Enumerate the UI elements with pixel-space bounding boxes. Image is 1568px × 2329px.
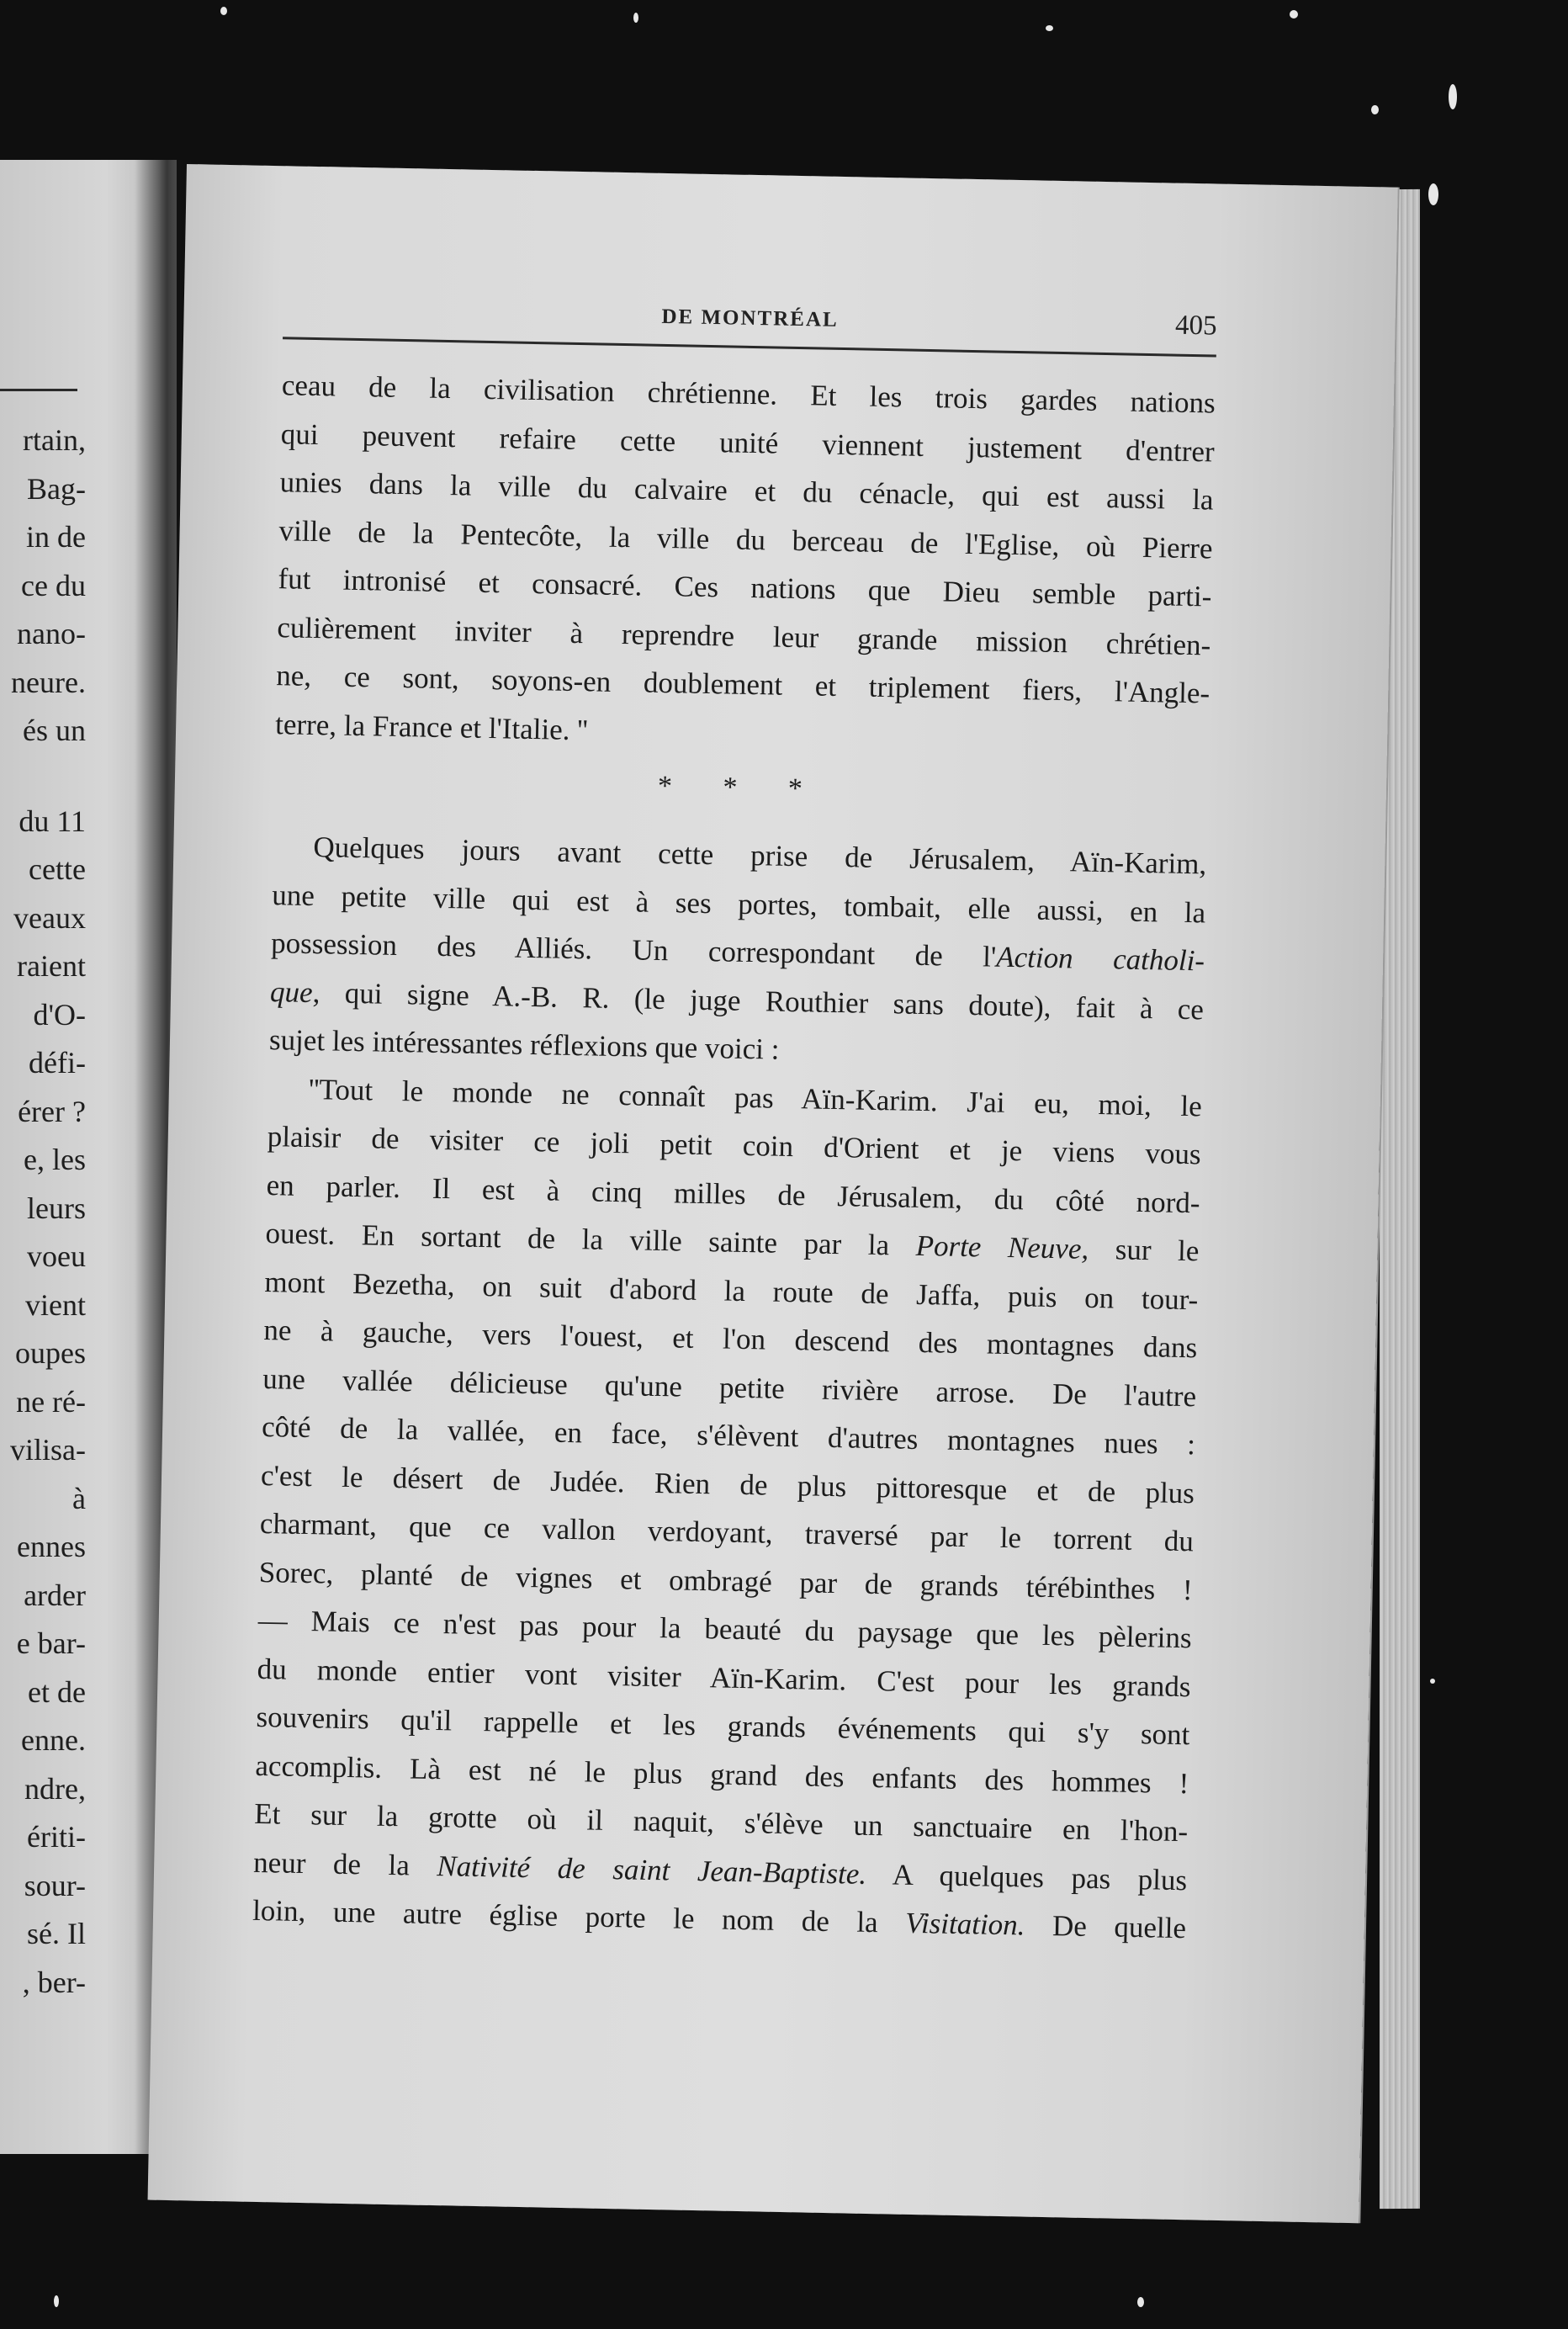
text-line: ''Tout le monde ne connaît pas Aïn-Karim. J'ai eu, moi, le: [308, 1072, 1203, 1122]
italic-place-name: Porte Neuve,: [915, 1228, 1089, 1265]
text-line: plaisir de visiter ce joli petit coin d'Orient et je viens vous: [267, 1120, 1202, 1171]
scan-speck: [1449, 84, 1457, 109]
scan-speck: [1430, 1679, 1435, 1684]
text-line: d'O-: [33, 997, 86, 1032]
scan-speck: [220, 7, 227, 15]
scan-speck: [1046, 25, 1053, 31]
text-line: sé. Il: [27, 1917, 86, 1950]
text-line: ne ré-: [16, 1384, 86, 1419]
text-line: unies dans la ville du calvaire et du cénacle, qui est aussi la: [279, 465, 1214, 517]
text-run: neur de la: [252, 1845, 437, 1882]
text-line: fut intronisé et consacré. Ces nations que Dieu semble parti-: [278, 562, 1212, 613]
text-line: ennes: [17, 1530, 86, 1563]
text-run: loin, une autre église porte le nom de la: [252, 1893, 906, 1939]
text-line: accomplis. Là est né le plus grand des enfants des hommes !: [255, 1748, 1189, 1800]
text-run: sur le: [1088, 1232, 1200, 1268]
text-line: neure.: [11, 665, 86, 699]
text-line: ériti-: [27, 1820, 86, 1854]
text-line: sour-: [24, 1868, 86, 1902]
text-line: défi-: [29, 1046, 86, 1080]
text-line: — Mais ce n'est pas pour la beauté du paysage que les pèlerins: [257, 1603, 1192, 1655]
text-line: ne, ce sont, soyons-en doublement et triplement fiers, l'Angle-: [275, 659, 1210, 710]
facing-page-text: [0, 416, 86, 2007]
text-line: enne.: [21, 1723, 86, 1757]
text-line: c'est le désert de Judée. Rien de plus pittoresque et de plus: [260, 1458, 1195, 1509]
text-line: terre, la France et l'Italie. '': [274, 707, 589, 746]
text-line: vient: [25, 1287, 86, 1322]
text-line: leurs: [27, 1191, 86, 1225]
text-run: possession des Alliés. Un correspondant de l': [270, 926, 997, 974]
text-run: A quelques pas plus: [866, 1857, 1188, 1897]
text-line: côté de la vallée, en face, s'élèvent d'autres montagnes nues :: [261, 1409, 1196, 1462]
text-line: voeu: [27, 1239, 86, 1273]
text-line: à: [72, 1481, 86, 1515]
scan-speck: [54, 2295, 59, 2307]
text-line: charmant, que ce vallon verdoyant, traversé par le torrent du: [259, 1506, 1195, 1558]
text-line: qui peuvent refaire cette unité viennent justement d'entrer: [280, 416, 1216, 469]
text-line: du monde entier vont visiter Aïn-Karim. C'est pour les grands: [257, 1652, 1191, 1703]
scan-speck: [633, 13, 638, 23]
text-line: une vallée délicieuse qu'une petite rivière arrose. De l'autre: [262, 1361, 1197, 1413]
text-run: De quelle: [1025, 1908, 1187, 1945]
text-line: nano-: [17, 617, 86, 650]
text-run: , qui signe A.-B. R. (le juge Routhier sans doute), fait à ce: [312, 975, 1205, 1026]
text-line: vilisa-: [10, 1433, 86, 1467]
text-line: culièrement inviter à reprendre leur grande mission chrétien-: [277, 610, 1211, 661]
scan-speck: [1371, 105, 1379, 114]
text-line: érer ?: [18, 1094, 86, 1128]
text-line: , ber-: [22, 1965, 86, 1999]
text-line: oupes: [15, 1336, 86, 1370]
text-line: ndre,: [24, 1771, 86, 1806]
text-line: en parler. Il est à cinq milles de Jérusalem, du côté nord-: [266, 1168, 1200, 1219]
page-number: 405: [1174, 310, 1217, 342]
text-line: cette: [29, 852, 86, 886]
text-line: és un: [23, 714, 86, 747]
text-line: une petite ville qui est à ses portes, tombait, elle aussi, en la: [271, 878, 1206, 929]
text-line: souvenirs qu'il rappelle et les grands événements qui s'y sont: [256, 1700, 1190, 1752]
text-line: et de: [28, 1674, 86, 1709]
text-line: ville de la Pentecôte, la ville du berceau de l'Eglise, où Pierre: [278, 513, 1213, 565]
text-line: Quelques jours avant cette prise de Jérusalem, Aïn-Karim,: [313, 830, 1207, 881]
italic-church-name: Nativité de saint Jean-Baptiste.: [437, 1849, 867, 1891]
italic-church-name: Visitation.: [904, 1906, 1025, 1942]
text-line: sujet les intéressantes réflexions que voici :: [268, 1023, 780, 1066]
text-line: mont Bezetha, on suit d'abord la route de Jaffa, puis on tour-: [264, 1265, 1199, 1316]
text-line: Et sur la grotte où il naquit, s'élève un sanctuaire en l'hon-: [254, 1796, 1189, 1849]
text-line: Sorec, planté de vignes et ombragé par de grands térébinthes !: [258, 1555, 1194, 1606]
text-line: raient: [17, 949, 86, 983]
text-line: Bag-: [27, 471, 86, 506]
text-line: ce du: [21, 568, 86, 602]
book-page: [148, 164, 1398, 2223]
running-head: [283, 298, 1217, 357]
italic-title: que: [269, 974, 314, 1009]
text-line: ceau de la civilisation chrétienne. Et les trois gardes nations: [281, 369, 1216, 420]
text-run: ouest. En sortant de la ville sainte par la: [265, 1217, 917, 1262]
text-line: e, les: [24, 1143, 86, 1176]
body-text: [252, 361, 1216, 1952]
text-line: ne à gauche, vers l'ouest, et l'on descend des montagnes dans: [263, 1313, 1198, 1365]
scan-speck: [1137, 2297, 1144, 2307]
text-line: e bar-: [16, 1626, 86, 1660]
text-line: veaux: [13, 900, 86, 935]
scan-speck: [1428, 183, 1438, 205]
text-line: in de: [26, 520, 86, 554]
running-title: DE MONTRÉAL: [661, 305, 839, 332]
italic-title: Action catholi-: [995, 940, 1205, 978]
text-line: rtain,: [23, 423, 86, 457]
section-separator: * * *: [657, 770, 825, 805]
scan-speck: [1290, 10, 1298, 19]
running-head-rule: [0, 389, 77, 391]
text-line: du 11: [19, 804, 86, 838]
text-line: arder: [24, 1578, 86, 1612]
